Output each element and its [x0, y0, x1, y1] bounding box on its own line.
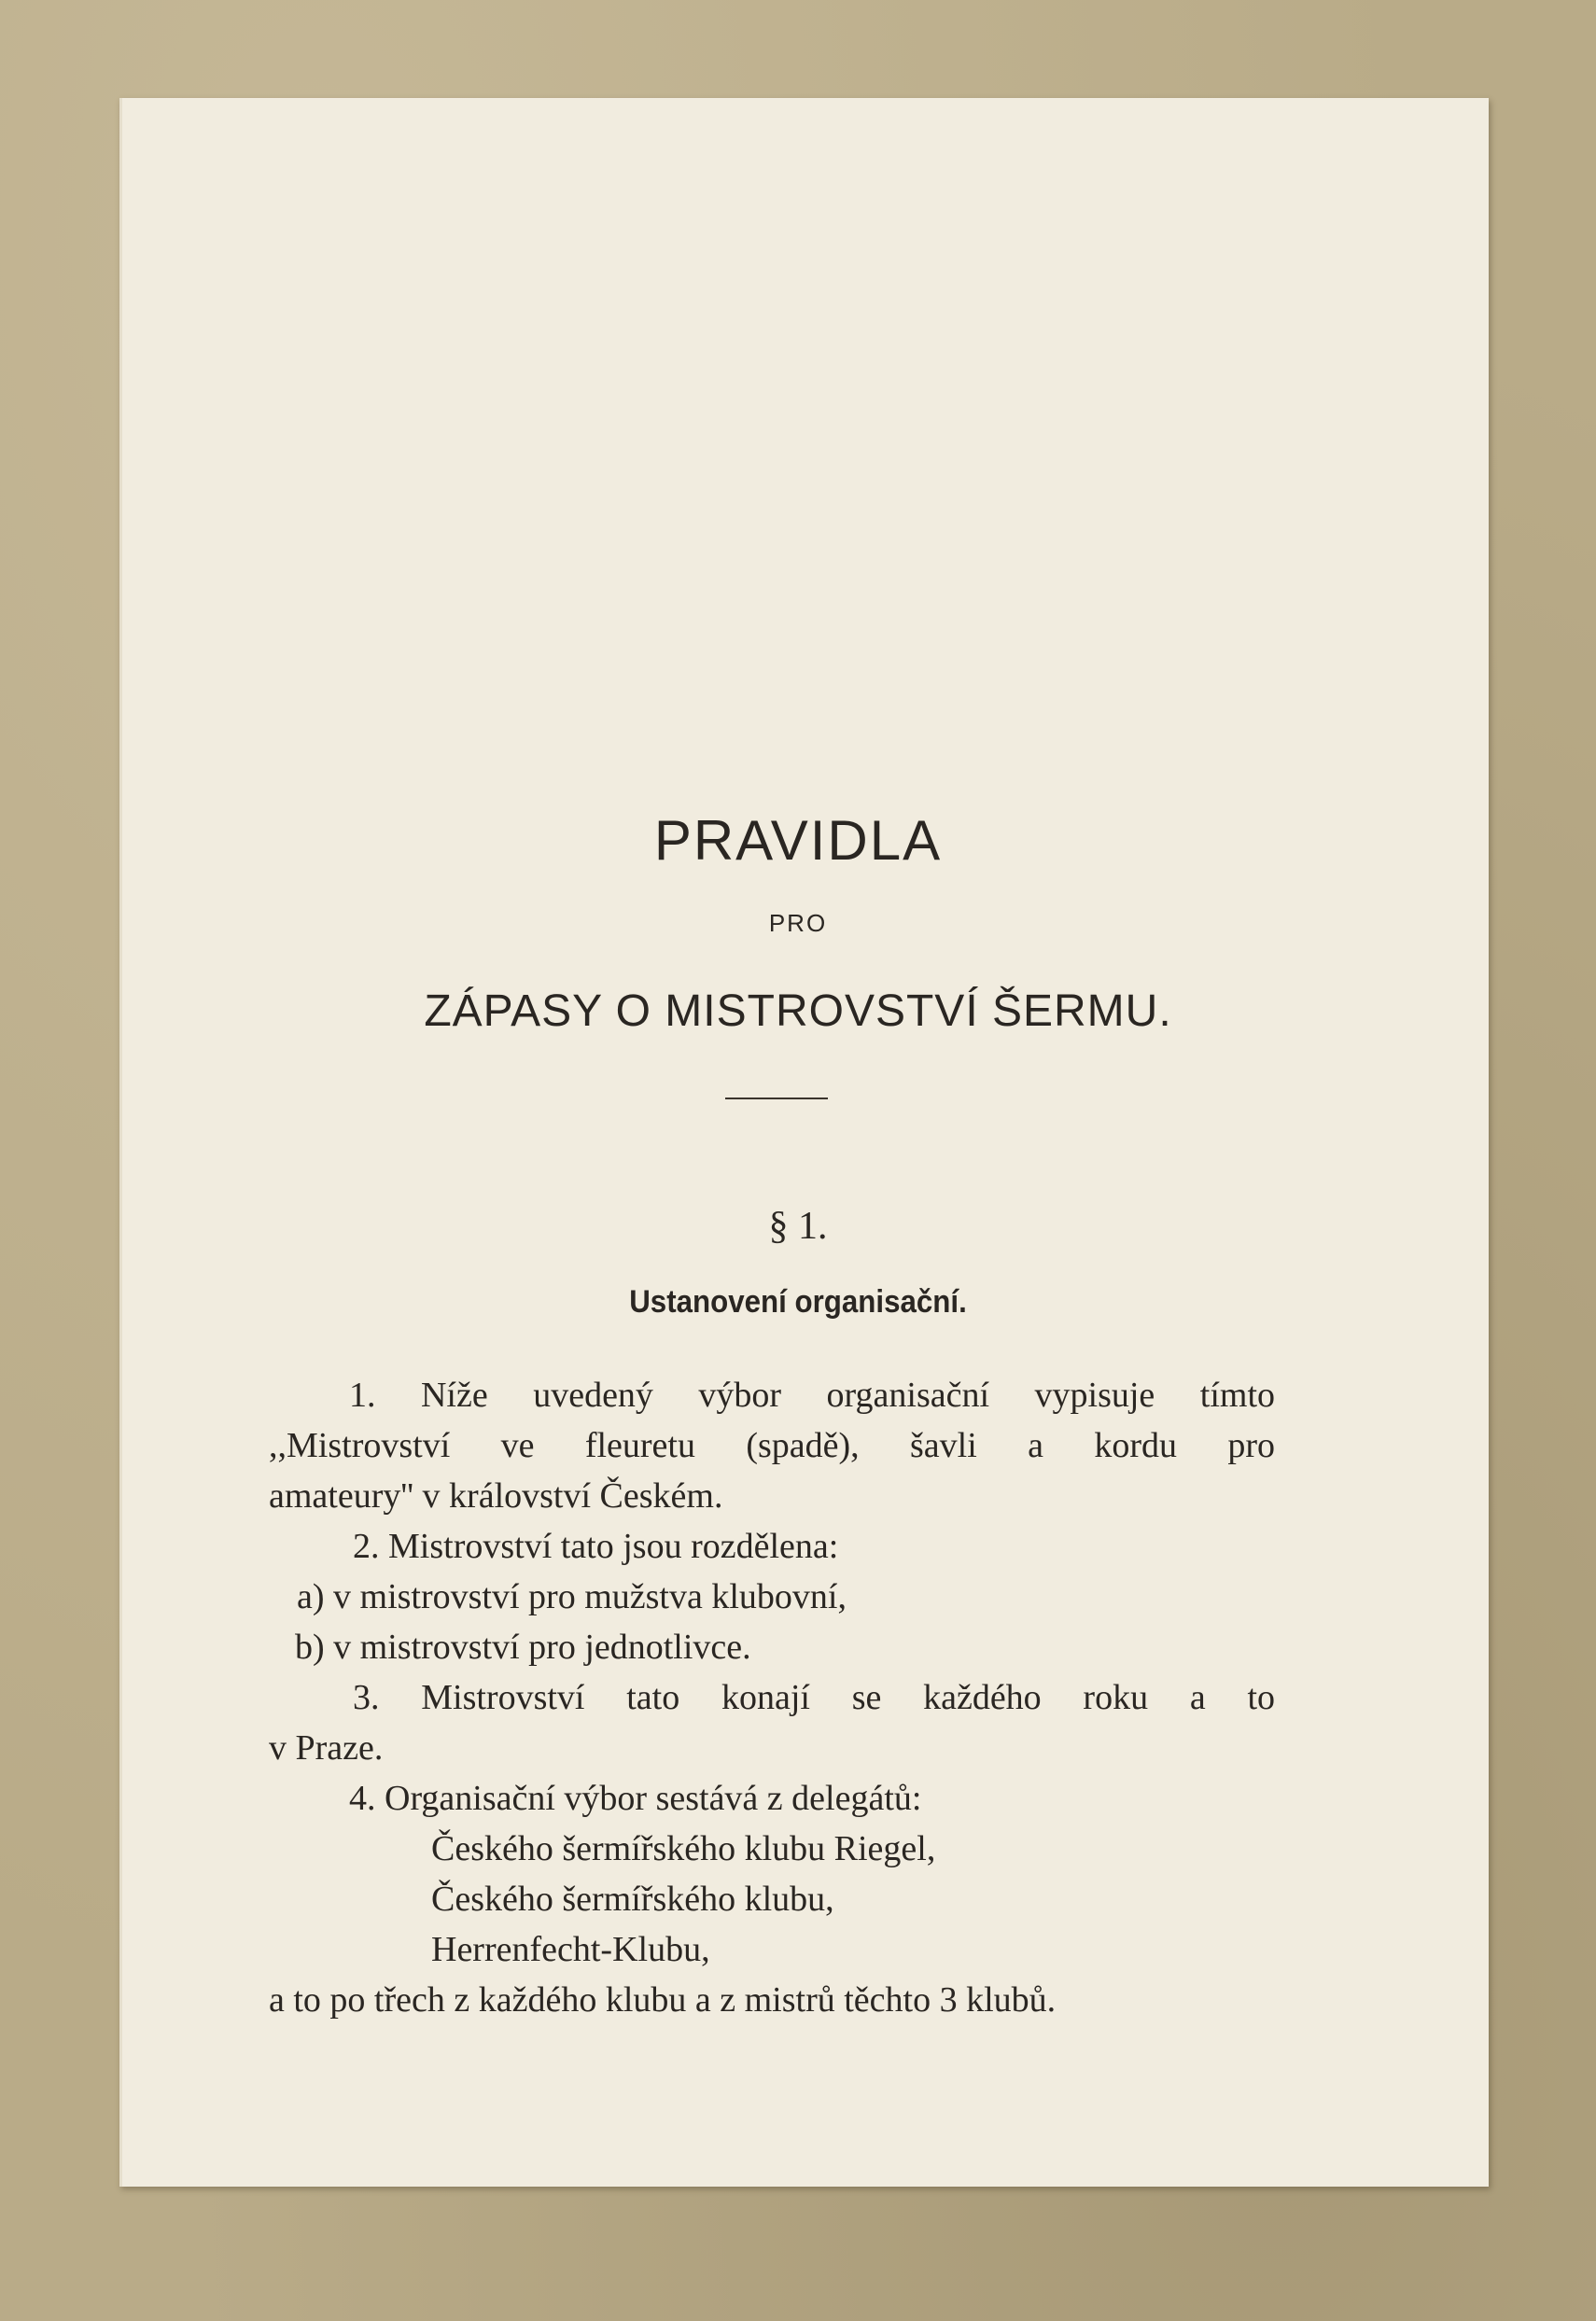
list-item-b: b) v mistrovství pro jednotlivce.: [295, 1628, 751, 1667]
document-page: [119, 98, 1489, 2187]
section-mark: § 1.: [768, 1205, 828, 1248]
document-title: PRAVIDLA: [653, 809, 943, 872]
document-subtitle: ZÁPASY O MISTROVSTVÍ ŠERMU.: [424, 986, 1172, 1036]
club-line-3: Herrenfecht-Klubu,: [431, 1930, 710, 1969]
document-preposition: PRO: [768, 909, 828, 937]
body-line-13: a to po třech z každého klubu a z mistrů těchto 3 klubů.: [269, 1980, 1057, 2020]
body-line-3: amateury'' v království Českém.: [269, 1476, 723, 1516]
list-item-a: a) v mistrovství pro mužstva klubovní,: [297, 1577, 847, 1616]
body-line-7: 3. Mistrovství tato konají se každého roku a to: [353, 1678, 1275, 1717]
section-heading: Ustanovení organisační.: [629, 1284, 967, 1320]
title-divider: [725, 1098, 828, 1099]
club-line-2: Českého šermířského klubu,: [431, 1880, 834, 1919]
body-line-9: 4. Organisační výbor sestává z delegátů:: [349, 1779, 922, 1818]
body-line-4: 2. Mistrovství tato jsou rozdělena:: [353, 1527, 839, 1566]
club-line-1: Českého šermířského klubu Riegel,: [431, 1829, 936, 1868]
body-line-8: v Praze.: [269, 1728, 384, 1768]
body-line-2: ,,Mistrovství ve fleuretu (spadě), šavli a kordu pro: [269, 1426, 1275, 1465]
body-line-1: 1. Níže uvedený výbor organisační vypisuje tímto: [349, 1376, 1275, 1415]
